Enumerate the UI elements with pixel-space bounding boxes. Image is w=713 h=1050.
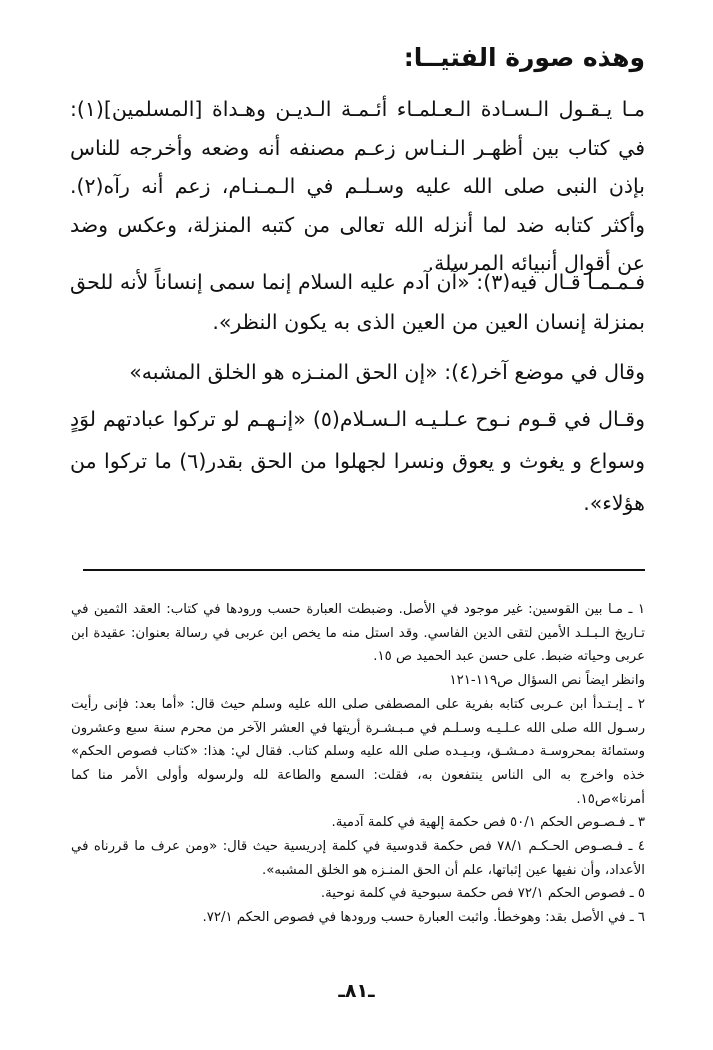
- paragraph-text: مـا يـقـول الـسـادة الـعـلمـاء أئـمـة الـديـن وهـداة [المسلمين](١): في كتاب بين أظهـر الـنـاس زعـم مصنفه أنه وضعه وأخرجه للناس بإذن النبى صلى الله عليه وسـلـم في الـمـنـام، زعم أنه رآه(٢). وأكثر كتابه ضد لما أنزله الله تعالى من كتبه المنزلة، وعكس وضد عن أقوال أنبيائه المرسلة.: [70, 97, 645, 275]
- paragraph-text: فـمـمـا قـال فيه(٣): «آن آدم عليه السلام إنما سمى إنساناً لأنه للحق بمنزلة إنسان العين من العين الذى به يكون النظر».: [70, 270, 645, 334]
- footnote-1-continued: وانظر ايضاً نص السؤال ص١١٩-١٢١: [449, 673, 645, 689]
- footnote-1: ١ ـ مـا بين القوسين: غير موجود في الأصل. وضبطت العبارة حسب ورودها في كتاب: العقد الثمين في تـاريخ الـبـلـد الأمين لتقى الدين الفاسي. وقد استل منه ما يخص ابن عربى في رسالة بعنوان: عقيدة ابن عربى وحياته ضبط. على حسن عبد الحميد ص ١٥.: [71, 602, 645, 665]
- footnote-5: ٥ ـ فصوص الحكم ٧٢/١ فص حكمة سبوحية في كلمة نوحية.: [320, 886, 645, 902]
- footnotes: [71, 598, 645, 930]
- paragraph-text: وقال في موضع آخر(٤): «إن الحق المنـزه هو الخلق المشبه»: [129, 360, 645, 384]
- section-heading: وهذه صورة الفتيــا:: [403, 43, 645, 72]
- body-paragraph-2: [70, 262, 645, 342]
- footnote-separator: [83, 569, 645, 571]
- page-number: ـ٨١ـ: [338, 980, 375, 1002]
- footnote-3: ٣ ـ فـصـوص الحكم ٥٠/١ فص حكمة إلهية في كلمة آدمية.: [331, 815, 645, 831]
- footnote-4: ٤ ـ فـصـوص الحـكـم ٧٨/١ فص حكمة قدوسية في كلمة إدريسية حيث قال: «ومن عرف ما قررناه في الأعداد، وأن نفيها عين إثباتها، علم أن الحق المنـزه هو الخلق المشبه».: [71, 839, 645, 878]
- footnote-6: ٦ ـ في الأصل بقد: وهوخطأ. واثبت العبارة حسب ورودها في فصوص الحكم ٧٢/١.: [202, 910, 645, 926]
- body-paragraph-4: [70, 398, 645, 524]
- footnote-2: ٢ ـ إبـتـدأ ابن عـربى كتابه بفرية على المصطفى صلى الله عليه وسلم حيث قال: «أما بعد: فإنى رأيت رسـول الله صلى الله عـلـيـه وسـلـم في مـبـشـرة أريتها في العشر الآخر من محرم سنة سبع وعشرون وستمائة بمحروسـة دمـشـق، وبـيـده صلى الله عليه وسلم كتاب. فقال لي: هذا: «كتاب فصوص الحكم» خذه واخرج به الى الناس ينتفعون به، فقلت: السمع والطاعة لله ولرسوله وأولى الأمر منا كما أمرنا»ص١٥.: [71, 696, 645, 807]
- paragraph-text: وقـال في قـوم نـوح عـلـيـه الـسـلام(٥) «إنـهـم لو تركوا عبادتهم لوَدٍ وسواع و يغوث و يعوق ونسرا لجهلوا من الحق بقدر(٦) ما تركوا من هؤلاء».: [70, 407, 646, 515]
- body-paragraph-1: [70, 90, 645, 283]
- body-paragraph-3: [70, 353, 645, 391]
